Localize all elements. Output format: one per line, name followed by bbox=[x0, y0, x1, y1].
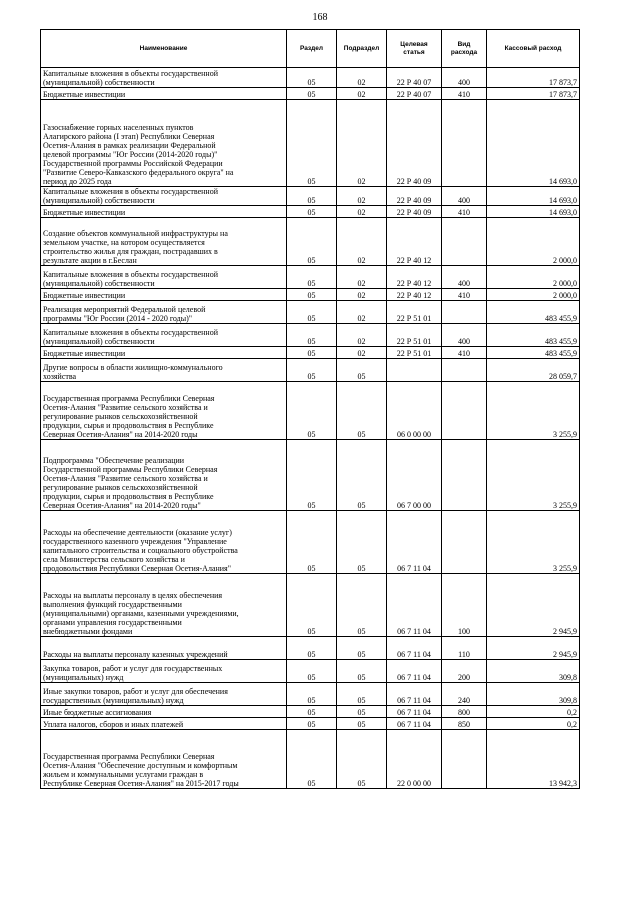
table-row bbox=[41, 324, 580, 347]
row-section: 05 bbox=[287, 683, 337, 706]
table-row bbox=[41, 206, 580, 218]
row-name: Бюджетные инвестиции bbox=[41, 206, 287, 218]
row-amount: 2 945,9 bbox=[487, 574, 580, 637]
row-name: Расходы на выплаты персоналу казенных учреждений bbox=[41, 637, 287, 660]
row-type: 400 bbox=[442, 266, 487, 289]
row-subsection: 02 bbox=[337, 88, 387, 100]
row-subsection: 02 bbox=[337, 266, 387, 289]
row-section: 05 bbox=[287, 324, 337, 347]
row-amount: 2 000,0 bbox=[487, 289, 580, 301]
row-subsection: 02 bbox=[337, 206, 387, 218]
row-target: 06 7 11 04 bbox=[387, 718, 442, 730]
row-section: 05 bbox=[287, 637, 337, 660]
row-target: 22 Р 40 09 bbox=[387, 206, 442, 218]
row-target: 22 Р 51 01 bbox=[387, 347, 442, 359]
table-row bbox=[41, 440, 580, 511]
row-target: 06 7 11 04 bbox=[387, 706, 442, 718]
row-section: 05 bbox=[287, 706, 337, 718]
row-type: 850 bbox=[442, 718, 487, 730]
row-type bbox=[442, 100, 487, 187]
row-name: Капитальные вложения в объекты государственной (муниципальной) собственности bbox=[41, 68, 287, 88]
row-subsection: 05 bbox=[337, 440, 387, 511]
row-name: Реализация мероприятий Федеральной целевой программы "Юг России (2014 - 2020 годы)" bbox=[41, 301, 287, 324]
row-type: 410 bbox=[442, 88, 487, 100]
row-amount: 309,8 bbox=[487, 660, 580, 683]
row-subsection: 02 bbox=[337, 289, 387, 301]
row-subsection: 02 bbox=[337, 187, 387, 206]
row-amount: 309,8 bbox=[487, 683, 580, 706]
row-name: Другие вопросы в области жилищно-коммунального хозяйства bbox=[41, 359, 287, 382]
table-row bbox=[41, 289, 580, 301]
row-amount: 483 455,9 bbox=[487, 347, 580, 359]
row-section: 05 bbox=[287, 218, 337, 266]
row-subsection: 05 bbox=[337, 574, 387, 637]
row-subsection: 05 bbox=[337, 382, 387, 440]
table-row bbox=[41, 359, 580, 382]
row-subsection: 05 bbox=[337, 718, 387, 730]
row-type bbox=[442, 440, 487, 511]
table-body bbox=[41, 68, 580, 789]
row-subsection: 02 bbox=[337, 100, 387, 187]
row-target: 06 7 11 04 bbox=[387, 683, 442, 706]
row-section: 05 bbox=[287, 88, 337, 100]
row-amount: 14 693,0 bbox=[487, 206, 580, 218]
row-target: 06 7 11 04 bbox=[387, 574, 442, 637]
header-section: Раздел bbox=[287, 30, 337, 68]
row-amount: 2 945,9 bbox=[487, 637, 580, 660]
row-section: 05 bbox=[287, 347, 337, 359]
row-name: Капитальные вложения в объекты государственной (муниципальной) собственности bbox=[41, 187, 287, 206]
table-row bbox=[41, 660, 580, 683]
row-type: 410 bbox=[442, 289, 487, 301]
row-type: 800 bbox=[442, 706, 487, 718]
table-row bbox=[41, 730, 580, 789]
row-amount: 13 942,3 bbox=[487, 730, 580, 789]
table-row bbox=[41, 347, 580, 359]
row-name: Бюджетные инвестиции bbox=[41, 347, 287, 359]
row-target: 22 Р 40 12 bbox=[387, 289, 442, 301]
table-row bbox=[41, 187, 580, 206]
row-subsection: 02 bbox=[337, 347, 387, 359]
row-target: 22 Р 40 12 bbox=[387, 218, 442, 266]
row-section: 05 bbox=[287, 68, 337, 88]
row-amount: 17 873,7 bbox=[487, 88, 580, 100]
row-subsection: 05 bbox=[337, 706, 387, 718]
row-section: 05 bbox=[287, 511, 337, 574]
row-section: 05 bbox=[287, 301, 337, 324]
table-row bbox=[41, 266, 580, 289]
row-target: 06 7 11 04 bbox=[387, 511, 442, 574]
row-target: 22 Р 40 12 bbox=[387, 266, 442, 289]
row-name: Расходы на выплаты персоналу в целях обеспечения выполнения функций государственными (муниципальными) органами, казенными учреждениями, органами управления государственными внебюджетными фондами bbox=[41, 574, 287, 637]
row-name: Государственная программа Республики Северная Осетия-Алания "Развитие сельского хозяйства и регулирование рынков сельскохозяйственной продукции, сырья и продовольствия в Республике Северная Осетия-Алания" на 2014-2020 годы bbox=[41, 382, 287, 440]
row-type bbox=[442, 511, 487, 574]
table-row bbox=[41, 637, 580, 660]
row-section: 05 bbox=[287, 730, 337, 789]
table-row bbox=[41, 218, 580, 266]
row-target: 22 Р 40 09 bbox=[387, 187, 442, 206]
row-section: 05 bbox=[287, 266, 337, 289]
row-type: 410 bbox=[442, 347, 487, 359]
row-type bbox=[442, 730, 487, 789]
header-amount: Кассовый расход bbox=[487, 30, 580, 68]
row-type: 400 bbox=[442, 187, 487, 206]
row-subsection: 02 bbox=[337, 218, 387, 266]
header-target: Целевая статья bbox=[387, 30, 442, 68]
header-subsection: Подраздел bbox=[337, 30, 387, 68]
row-subsection: 05 bbox=[337, 511, 387, 574]
row-amount: 2 000,0 bbox=[487, 218, 580, 266]
table-row bbox=[41, 683, 580, 706]
row-amount: 0,2 bbox=[487, 718, 580, 730]
row-subsection: 05 bbox=[337, 637, 387, 660]
row-name: Иные бюджетные ассигнования bbox=[41, 706, 287, 718]
row-type bbox=[442, 218, 487, 266]
table-row bbox=[41, 574, 580, 637]
row-amount: 14 693,0 bbox=[487, 100, 580, 187]
row-target: 22 Р 40 07 bbox=[387, 68, 442, 88]
row-section: 05 bbox=[287, 660, 337, 683]
row-name: Подпрограмма "Обеспечение реализации Государственной программы Республики Северная Осетия-Алания "Развитие сельского хозяйства и регулирование рынков сельскохозяйственной продукции, сырья и продовольствия в Республике Северная Осетия-Алания" на 2014-2020 годы" bbox=[41, 440, 287, 511]
row-target: 22 0 00 00 bbox=[387, 730, 442, 789]
row-subsection: 05 bbox=[337, 359, 387, 382]
row-amount: 3 255,9 bbox=[487, 511, 580, 574]
row-name: Расходы на обеспечение деятельности (оказание услуг) государственного казенного учреждения "Управление капитального строительства и социального обустройства села Министерства сельского хозяйства и продовольствия Республики Северная Осетия-Алания" bbox=[41, 511, 287, 574]
row-section: 05 bbox=[287, 359, 337, 382]
row-section: 05 bbox=[287, 100, 337, 187]
header-type: Вид расхода bbox=[442, 30, 487, 68]
row-type: 100 bbox=[442, 574, 487, 637]
table-row bbox=[41, 68, 580, 88]
page-number: 168 bbox=[312, 12, 328, 23]
row-name: Уплата налогов, сборов и иных платежей bbox=[41, 718, 287, 730]
row-name: Создание объектов коммунальной инфраструктуры на земельном участке, на котором осуществляется строительство жилья для граждан, пострадавших в результате акции в г.Беслан bbox=[41, 218, 287, 266]
row-amount: 0,2 bbox=[487, 706, 580, 718]
row-target: 06 7 00 00 bbox=[387, 440, 442, 511]
row-type: 400 bbox=[442, 68, 487, 88]
row-section: 05 bbox=[287, 718, 337, 730]
row-section: 05 bbox=[287, 440, 337, 511]
row-section: 05 bbox=[287, 206, 337, 218]
row-section: 05 bbox=[287, 289, 337, 301]
row-amount: 2 000,0 bbox=[487, 266, 580, 289]
header-row bbox=[41, 30, 580, 68]
row-subsection: 02 bbox=[337, 68, 387, 88]
row-name: Капитальные вложения в объекты государственной (муниципальной) собственности bbox=[41, 324, 287, 347]
row-section: 05 bbox=[287, 382, 337, 440]
row-subsection: 02 bbox=[337, 301, 387, 324]
row-subsection: 05 bbox=[337, 730, 387, 789]
row-amount: 28 059,7 bbox=[487, 359, 580, 382]
table-row bbox=[41, 706, 580, 718]
row-type: 410 bbox=[442, 206, 487, 218]
row-amount: 14 693,0 bbox=[487, 187, 580, 206]
row-type bbox=[442, 301, 487, 324]
row-name: Иные закупки товаров, работ и услуг для обеспечения государственных (муниципальных) нужд bbox=[41, 683, 287, 706]
row-type: 400 bbox=[442, 324, 487, 347]
row-type: 110 bbox=[442, 637, 487, 660]
table-row bbox=[41, 88, 580, 100]
table-row bbox=[41, 100, 580, 187]
row-amount: 17 873,7 bbox=[487, 68, 580, 88]
row-target: 06 7 11 04 bbox=[387, 660, 442, 683]
budget-table bbox=[40, 29, 580, 789]
row-type: 200 bbox=[442, 660, 487, 683]
row-target: 06 7 11 04 bbox=[387, 637, 442, 660]
row-target bbox=[387, 359, 442, 382]
row-type bbox=[442, 359, 487, 382]
row-target: 22 Р 51 01 bbox=[387, 324, 442, 347]
header-name: Наименование bbox=[41, 30, 287, 68]
row-section: 05 bbox=[287, 574, 337, 637]
row-name: Бюджетные инвестиции bbox=[41, 289, 287, 301]
row-amount: 483 455,9 bbox=[487, 324, 580, 347]
row-amount: 483 455,9 bbox=[487, 301, 580, 324]
row-type bbox=[442, 382, 487, 440]
table-row bbox=[41, 511, 580, 574]
row-name: Закупка товаров, работ и услуг для государственных (муниципальных) нужд bbox=[41, 660, 287, 683]
row-subsection: 02 bbox=[337, 324, 387, 347]
row-target: 22 Р 51 01 bbox=[387, 301, 442, 324]
row-name: Газоснабжение горных населенных пунктов Алагирского района (I этап) Республики Северная Осетия-Алания в рамках реализации Федеральной целевой программы "Юг России (2014-2020 годы)" Государственной программы Российской Федерации "Развитие Северо-Кавказского федерального округа" на период до 2025 года bbox=[41, 100, 287, 187]
row-target: 22 Р 40 09 bbox=[387, 100, 442, 187]
row-amount: 3 255,9 bbox=[487, 440, 580, 511]
row-name: Государственная программа Республики Северная Осетия-Алания "Обеспечение доступным и комфортным жильем и коммунальными услугами граждан в Республике Северная Осетия-Алания" на 2015-2017 годы bbox=[41, 730, 287, 789]
row-name: Бюджетные инвестиции bbox=[41, 88, 287, 100]
row-type: 240 bbox=[442, 683, 487, 706]
table-row bbox=[41, 382, 580, 440]
row-section: 05 bbox=[287, 187, 337, 206]
row-target: 06 0 00 00 bbox=[387, 382, 442, 440]
row-subsection: 05 bbox=[337, 683, 387, 706]
table-row bbox=[41, 301, 580, 324]
row-amount: 3 255,9 bbox=[487, 382, 580, 440]
row-subsection: 05 bbox=[337, 660, 387, 683]
table-row bbox=[41, 718, 580, 730]
row-name: Капитальные вложения в объекты государственной (муниципальной) собственности bbox=[41, 266, 287, 289]
row-target: 22 Р 40 07 bbox=[387, 88, 442, 100]
